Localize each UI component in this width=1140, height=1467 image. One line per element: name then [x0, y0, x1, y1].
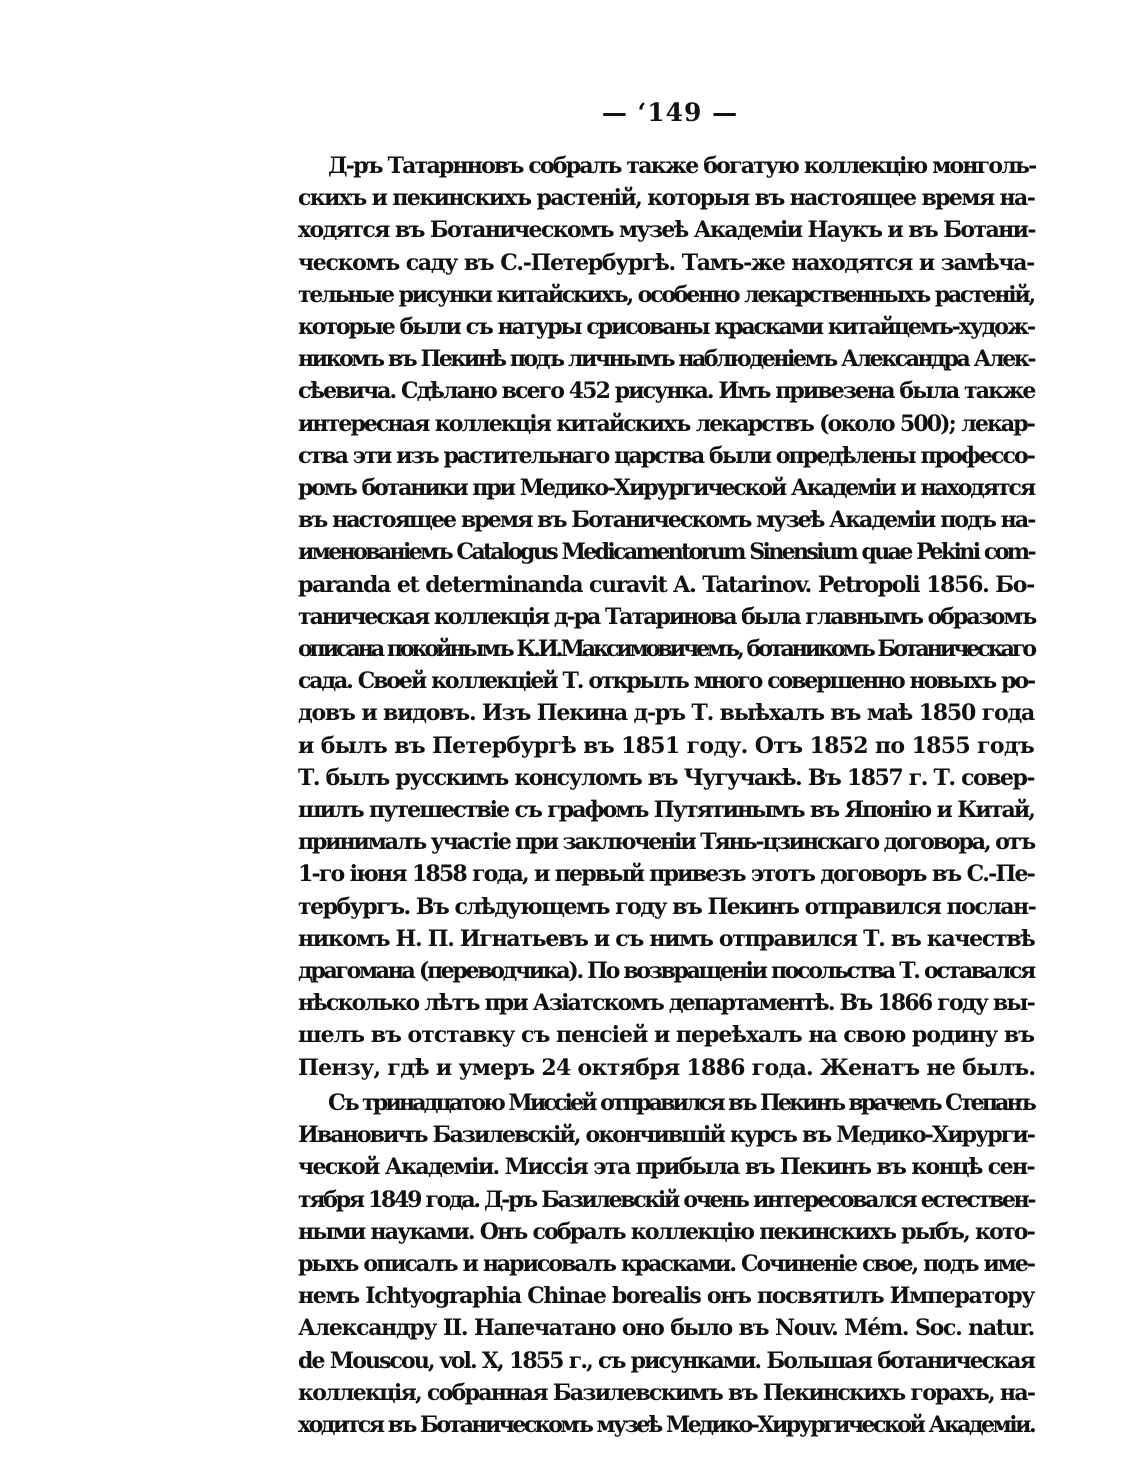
text-line: Александру II. Напечатано оно было въ Nouv. Mém. Soc. natur.	[298, 1315, 1034, 1342]
text-line: Ивановичъ Базилевскій, окончившій курсъ въ Медико-Хирурги-	[298, 1122, 1034, 1149]
text-line: никомъ въ Пекинѣ подъ личнымъ наблюденіемъ Александра Алек-	[298, 346, 1035, 373]
text-line: именованіемъ Catalogus Medicamentorum Sinensium quae Pekini com-	[298, 539, 1034, 566]
text-line: принималъ участіе при заключеніи Тянь-цзинскаго договора, отъ	[298, 829, 1034, 856]
page-number: — ‘149 —	[601, 98, 739, 127]
text-line: таническая коллекція д-ра Татаринова была главнымъ образомъ	[298, 603, 1036, 630]
text-line: 1-го іюня 1858 года, и первый привезъ этотъ договоръ въ С.-Пе-	[298, 861, 1034, 888]
text-line: тября 1849 года. Д-ръ Базилевскій очень интересовался естествен-	[298, 1186, 1035, 1213]
text-line: немъ Ichtyographia Chinae borealis онъ посвятилъ Императору	[298, 1283, 1035, 1310]
text-line: драгомана (переводчика). По возвращеніи посольства Т. оставался	[298, 958, 1034, 985]
text-line: Съ тринадцатою Миссіей отправился въ Пекинъ врачемъ Степанъ	[328, 1089, 1034, 1116]
text-line: въ настоящее время въ Ботаническомъ музеѣ Академіи подъ на-	[298, 507, 1035, 534]
text-line: интересная коллекція китайскихъ лекарствъ (около 500); лекар-	[298, 410, 1034, 437]
text-line: Т. былъ русскимъ консуломъ въ Чугучакѣ. Въ 1857 г. Т. совер-	[298, 764, 1034, 791]
text-line: ческой Академіи. Миссія эта прибыла въ Пекинъ въ концѣ сен-	[298, 1154, 1035, 1181]
text-line: довъ и видовъ. Изъ Пекина д-ръ Т. выѣхалъ въ маѣ 1850 года	[298, 700, 1034, 727]
text-line: тербургъ. Въ слѣдующемъ году въ Пекинъ отправился послан-	[298, 893, 1036, 920]
text-line: описана покойнымъ К.И.Максимовичемъ, ботаникомъ Ботаническаго	[298, 636, 1034, 663]
text-line: de Mouscou, vol. X, 1855 г., съ рисунками. Большая ботаническая	[298, 1347, 1034, 1374]
text-line: тельные рисунки китайскихъ, особенно лекарственныхъ растеній,	[298, 281, 1034, 308]
text-line: paranda et determinanda curavit A. Tatarinov. Petropoli 1856. Бо-	[298, 571, 1034, 598]
text-line: сѣевича. Сдѣлано всего 452 рисунка. Имъ привезена была также	[298, 378, 1035, 405]
text-line: Пензу, гдѣ и умеръ 24 октября 1886 года. Женатъ не былъ.	[298, 1054, 1036, 1081]
paragraph-bazilevsky	[298, 1087, 1034, 1441]
text-line: которые были съ натуры срисованы красками китайцемъ-худож-	[298, 314, 1034, 341]
paragraph-tatarinov	[298, 150, 1034, 1084]
text-line: ческомъ саду въ С.-Петербургѣ. Тамъ-же находятся и замѣча-	[298, 249, 1034, 276]
text-line: и былъ въ Петербургѣ въ 1851 году. Отъ 1852 по 1855 годъ	[298, 732, 1034, 759]
text-line: ходится въ Ботаническомъ музеѣ Медико-Хирургической Академіи.	[298, 1411, 1035, 1438]
text-line: сада. Своей коллекціей Т. открылъ много совершенно новыхъ ро-	[298, 668, 1034, 695]
text-line: Д-ръ Татарнновъ собралъ также богатую коллекцію монголь-	[328, 153, 1036, 179]
text-line: шелъ въ отставку съ пенсіей и переѣхалъ на свою родину въ	[298, 1022, 1034, 1049]
text-line: ходятся въ Ботаническомъ музеѣ Академіи Наукъ и въ Ботани-	[298, 217, 1035, 244]
text-line: ства эти изъ растительнаго царства были опредѣлены профессо-	[298, 442, 1034, 469]
text-line: шилъ путешествіе съ графомъ Путятинымъ въ Японію и Китай,	[298, 797, 1034, 824]
text-line: ромъ ботаники при Медико-Хирургической Академіи и находятся	[298, 475, 1034, 502]
text-line: ными науками. Онъ собралъ коллекцію пекинскихъ рыбъ, кото-	[298, 1218, 1034, 1245]
text-line: рыхъ описалъ и нарисовалъ красками. Сочиненіе свое, подъ име-	[298, 1250, 1034, 1277]
text-line: никомъ Н. П. Игнатьевъ и съ нимъ отправился Т. въ качествѣ	[298, 925, 1035, 952]
text-line: скихъ и пекинскихъ растеній, которыя въ настоящее время на-	[298, 185, 1035, 212]
text-line: нѣсколько лѣтъ при Азіатскомъ департаментѣ. Въ 1866 году вы-	[298, 990, 1034, 1017]
text-line: коллекція, собранная Базилевскимъ въ Пекинскихъ горахъ, на-	[298, 1379, 1035, 1406]
body-text	[298, 150, 1034, 1441]
